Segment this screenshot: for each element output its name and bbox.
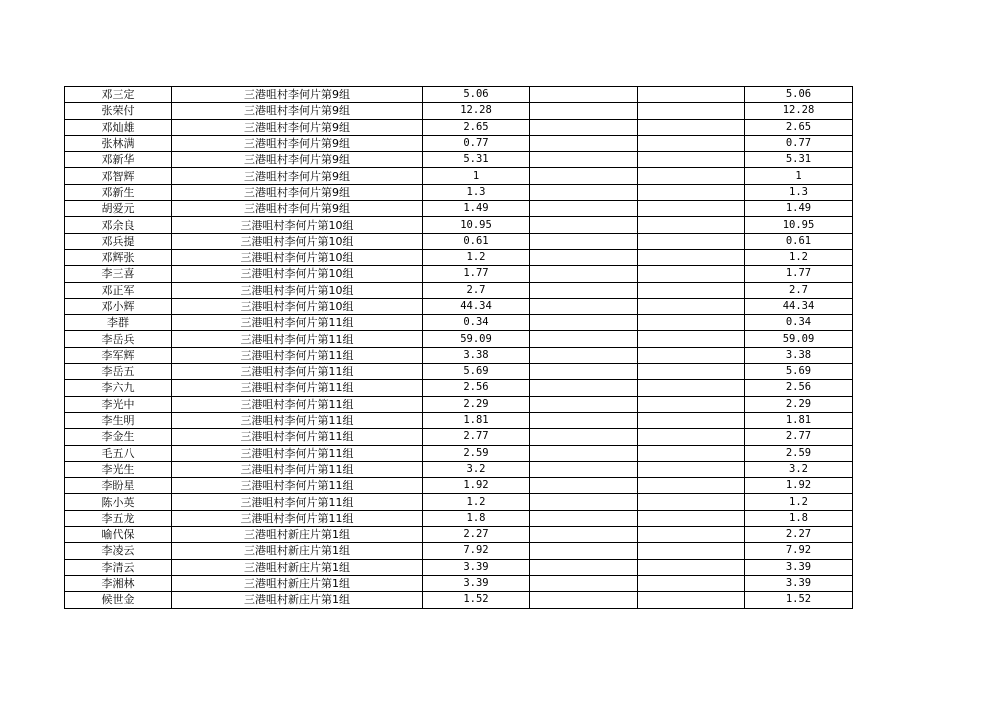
name-cell[interactable]: 李凌云 — [65, 543, 172, 559]
value-cell[interactable]: 0.61 — [423, 233, 530, 249]
value-cell[interactable]: 3.2 — [423, 461, 530, 477]
location-cell[interactable]: 三港咀村李何片第10组 — [172, 217, 423, 233]
location-cell[interactable]: 三港咀村李何片第11组 — [172, 412, 423, 428]
empty-cell-b[interactable] — [638, 217, 745, 233]
location-cell[interactable]: 三港咀村李何片第9组 — [172, 135, 423, 151]
table-row — [65, 527, 853, 543]
table-row — [65, 412, 853, 428]
value-cell[interactable]: 2.65 — [423, 119, 530, 135]
location-cell[interactable]: 三港咀村李何片第10组 — [172, 282, 423, 298]
empty-cell-b[interactable] — [638, 266, 745, 282]
table-row — [65, 445, 853, 461]
empty-cell-a[interactable] — [530, 168, 638, 184]
value-cell[interactable]: 7.92 — [423, 543, 530, 559]
value-cell[interactable]: 5.06 — [423, 87, 530, 103]
empty-cell-b[interactable] — [638, 592, 745, 608]
empty-cell-b[interactable] — [638, 429, 745, 445]
name-cell[interactable]: 李六九 — [65, 380, 172, 396]
location-cell[interactable]: 三港咀村李何片第9组 — [172, 87, 423, 103]
table-row — [65, 494, 853, 510]
empty-cell-b[interactable] — [638, 168, 745, 184]
total-cell[interactable]: 1 — [745, 168, 853, 184]
table-row — [65, 103, 853, 119]
name-cell[interactable]: 邓灿雄 — [65, 119, 172, 135]
total-cell[interactable]: 2.29 — [745, 396, 853, 412]
empty-cell-b[interactable] — [638, 331, 745, 347]
value-cell[interactable]: 5.69 — [423, 364, 530, 380]
location-cell[interactable]: 三港咀村李何片第11组 — [172, 396, 423, 412]
total-cell[interactable]: 44.34 — [745, 298, 853, 314]
empty-cell-a[interactable] — [530, 331, 638, 347]
name-cell[interactable]: 李清云 — [65, 559, 172, 575]
empty-cell-a[interactable] — [530, 315, 638, 331]
table-row — [65, 347, 853, 363]
table-row — [65, 592, 853, 608]
table-row — [65, 168, 853, 184]
location-cell[interactable]: 三港咀村李何片第9组 — [172, 201, 423, 217]
value-cell[interactable]: 1.3 — [423, 184, 530, 200]
location-cell[interactable]: 三港咀村李何片第11组 — [172, 364, 423, 380]
empty-cell-b[interactable] — [638, 201, 745, 217]
table-row — [65, 249, 853, 265]
table-row — [65, 135, 853, 151]
location-cell[interactable]: 三港咀村李何片第9组 — [172, 152, 423, 168]
location-cell[interactable]: 三港咀村李何片第9组 — [172, 184, 423, 200]
empty-cell-b[interactable] — [638, 119, 745, 135]
name-cell[interactable]: 邓兵提 — [65, 233, 172, 249]
empty-cell-a[interactable] — [530, 347, 638, 363]
empty-cell-a[interactable] — [530, 543, 638, 559]
empty-cell-a[interactable] — [530, 135, 638, 151]
total-cell[interactable]: 3.39 — [745, 559, 853, 575]
table-row — [65, 380, 853, 396]
name-cell[interactable]: 李三喜 — [65, 266, 172, 282]
name-cell[interactable]: 张林满 — [65, 135, 172, 151]
location-cell[interactable]: 三港咀村李何片第10组 — [172, 249, 423, 265]
empty-cell-a[interactable] — [530, 429, 638, 445]
location-cell[interactable]: 三港咀村李何片第11组 — [172, 461, 423, 477]
location-cell[interactable]: 三港咀村李何片第10组 — [172, 233, 423, 249]
value-cell[interactable]: 1.92 — [423, 478, 530, 494]
empty-cell-a[interactable] — [530, 364, 638, 380]
empty-cell-b[interactable] — [638, 152, 745, 168]
value-cell[interactable]: 1.77 — [423, 266, 530, 282]
total-cell[interactable]: 3.2 — [745, 461, 853, 477]
total-cell[interactable]: 1.2 — [745, 494, 853, 510]
name-cell[interactable]: 李岳五 — [65, 364, 172, 380]
total-cell[interactable]: 0.61 — [745, 233, 853, 249]
value-cell[interactable]: 2.59 — [423, 445, 530, 461]
value-cell[interactable]: 2.56 — [423, 380, 530, 396]
name-cell[interactable]: 陈小英 — [65, 494, 172, 510]
empty-cell-a[interactable] — [530, 233, 638, 249]
empty-cell-b[interactable] — [638, 575, 745, 591]
value-cell[interactable]: 1.52 — [423, 592, 530, 608]
location-cell[interactable]: 三港咀村新庄片第1组 — [172, 592, 423, 608]
name-cell[interactable]: 邓新华 — [65, 152, 172, 168]
value-cell[interactable]: 0.34 — [423, 315, 530, 331]
name-cell[interactable]: 张荣付 — [65, 103, 172, 119]
location-cell[interactable]: 三港咀村李何片第11组 — [172, 478, 423, 494]
value-cell[interactable]: 3.39 — [423, 559, 530, 575]
empty-cell-b[interactable] — [638, 315, 745, 331]
total-cell[interactable]: 0.34 — [745, 315, 853, 331]
total-cell[interactable]: 1.92 — [745, 478, 853, 494]
empty-cell-b[interactable] — [638, 445, 745, 461]
name-cell[interactable]: 李光生 — [65, 461, 172, 477]
name-cell[interactable]: 李五龙 — [65, 510, 172, 526]
table-row — [65, 559, 853, 575]
location-cell[interactable]: 三港咀村新庄片第1组 — [172, 543, 423, 559]
location-cell[interactable]: 三港咀村李何片第11组 — [172, 380, 423, 396]
empty-cell-a[interactable] — [530, 119, 638, 135]
total-cell[interactable]: 2.65 — [745, 119, 853, 135]
empty-cell-b[interactable] — [638, 461, 745, 477]
empty-cell-b[interactable] — [638, 233, 745, 249]
total-cell[interactable]: 2.7 — [745, 282, 853, 298]
location-cell[interactable]: 三港咀村李何片第11组 — [172, 347, 423, 363]
table-row — [65, 364, 853, 380]
total-cell[interactable]: 1.49 — [745, 201, 853, 217]
value-cell[interactable]: 1.81 — [423, 412, 530, 428]
empty-cell-b[interactable] — [638, 282, 745, 298]
empty-cell-b[interactable] — [638, 135, 745, 151]
location-cell[interactable]: 三港咀村李何片第9组 — [172, 119, 423, 135]
name-cell[interactable]: 李盼星 — [65, 478, 172, 494]
empty-cell-a[interactable] — [530, 527, 638, 543]
empty-cell-a[interactable] — [530, 396, 638, 412]
value-cell[interactable]: 1.8 — [423, 510, 530, 526]
value-cell[interactable]: 59.09 — [423, 331, 530, 347]
name-cell[interactable]: 李生明 — [65, 412, 172, 428]
location-cell[interactable]: 三港咀村李何片第11组 — [172, 331, 423, 347]
table-row — [65, 233, 853, 249]
value-cell[interactable]: 2.7 — [423, 282, 530, 298]
location-cell[interactable]: 三港咀村李何片第10组 — [172, 266, 423, 282]
total-cell[interactable]: 3.39 — [745, 575, 853, 591]
empty-cell-a[interactable] — [530, 152, 638, 168]
empty-cell-b[interactable] — [638, 249, 745, 265]
empty-cell-a[interactable] — [530, 592, 638, 608]
name-cell[interactable]: 邓新生 — [65, 184, 172, 200]
value-cell[interactable]: 2.29 — [423, 396, 530, 412]
table-row — [65, 266, 853, 282]
empty-cell-a[interactable] — [530, 298, 638, 314]
total-cell[interactable]: 1.3 — [745, 184, 853, 200]
location-cell[interactable]: 三港咀村李何片第10组 — [172, 298, 423, 314]
total-cell[interactable]: 2.59 — [745, 445, 853, 461]
value-cell[interactable]: 2.27 — [423, 527, 530, 543]
name-cell[interactable]: 李军辉 — [65, 347, 172, 363]
location-cell[interactable]: 三港咀村李何片第11组 — [172, 315, 423, 331]
location-cell[interactable]: 三港咀村李何片第9组 — [172, 168, 423, 184]
name-cell[interactable]: 候世金 — [65, 592, 172, 608]
empty-cell-b[interactable] — [638, 494, 745, 510]
total-cell[interactable]: 2.56 — [745, 380, 853, 396]
name-cell[interactable]: 李湘林 — [65, 575, 172, 591]
value-cell[interactable]: 12.28 — [423, 103, 530, 119]
table-row — [65, 217, 853, 233]
location-cell[interactable]: 三港咀村李何片第11组 — [172, 429, 423, 445]
total-cell[interactable]: 12.28 — [745, 103, 853, 119]
name-cell[interactable]: 胡爱元 — [65, 201, 172, 217]
total-cell[interactable]: 10.95 — [745, 217, 853, 233]
value-cell[interactable]: 5.31 — [423, 152, 530, 168]
total-cell[interactable]: 5.69 — [745, 364, 853, 380]
empty-cell-b[interactable] — [638, 510, 745, 526]
table-row — [65, 575, 853, 591]
empty-cell-a[interactable] — [530, 282, 638, 298]
empty-cell-a[interactable] — [530, 380, 638, 396]
empty-cell-b[interactable] — [638, 543, 745, 559]
table-row — [65, 510, 853, 526]
total-cell[interactable]: 3.38 — [745, 347, 853, 363]
table-row — [65, 429, 853, 445]
table-row — [65, 87, 853, 103]
table-row — [65, 331, 853, 347]
empty-cell-a[interactable] — [530, 201, 638, 217]
empty-cell-b[interactable] — [638, 412, 745, 428]
name-cell[interactable]: 邓智辉 — [65, 168, 172, 184]
empty-cell-b[interactable] — [638, 103, 745, 119]
value-cell[interactable]: 2.77 — [423, 429, 530, 445]
total-cell[interactable]: 1.52 — [745, 592, 853, 608]
total-cell[interactable]: 1.2 — [745, 249, 853, 265]
empty-cell-a[interactable] — [530, 494, 638, 510]
total-cell[interactable]: 7.92 — [745, 543, 853, 559]
total-cell[interactable]: 0.77 — [745, 135, 853, 151]
name-cell[interactable]: 邓余良 — [65, 217, 172, 233]
location-cell[interactable]: 三港咀村新庄片第1组 — [172, 527, 423, 543]
location-cell[interactable]: 三港咀村新庄片第1组 — [172, 559, 423, 575]
value-cell[interactable]: 1.49 — [423, 201, 530, 217]
name-cell[interactable]: 李群 — [65, 315, 172, 331]
table-row — [65, 543, 853, 559]
total-cell[interactable]: 1.81 — [745, 412, 853, 428]
value-cell[interactable]: 0.77 — [423, 135, 530, 151]
total-cell[interactable]: 2.77 — [745, 429, 853, 445]
name-cell[interactable]: 邓正军 — [65, 282, 172, 298]
table-row — [65, 201, 853, 217]
total-cell[interactable]: 1.77 — [745, 266, 853, 282]
empty-cell-a[interactable] — [530, 478, 638, 494]
empty-cell-b[interactable] — [638, 184, 745, 200]
value-cell[interactable]: 1 — [423, 168, 530, 184]
total-cell[interactable]: 5.31 — [745, 152, 853, 168]
value-cell[interactable]: 44.34 — [423, 298, 530, 314]
empty-cell-a[interactable] — [530, 445, 638, 461]
empty-cell-a[interactable] — [530, 575, 638, 591]
value-cell[interactable]: 3.38 — [423, 347, 530, 363]
location-cell[interactable]: 三港咀村李何片第9组 — [172, 103, 423, 119]
empty-cell-b[interactable] — [638, 364, 745, 380]
empty-cell-a[interactable] — [530, 412, 638, 428]
table-row — [65, 461, 853, 477]
empty-cell-b[interactable] — [638, 298, 745, 314]
table-row — [65, 315, 853, 331]
name-cell[interactable]: 李金生 — [65, 429, 172, 445]
total-cell[interactable]: 1.8 — [745, 510, 853, 526]
name-cell[interactable]: 李岳兵 — [65, 331, 172, 347]
empty-cell-a[interactable] — [530, 266, 638, 282]
table-body — [65, 87, 853, 609]
location-cell[interactable]: 三港咀村李何片第11组 — [172, 445, 423, 461]
total-cell[interactable]: 2.27 — [745, 527, 853, 543]
table-row — [65, 152, 853, 168]
total-cell[interactable]: 59.09 — [745, 331, 853, 347]
empty-cell-b[interactable] — [638, 347, 745, 363]
location-cell[interactable]: 三港咀村李何片第11组 — [172, 510, 423, 526]
empty-cell-a[interactable] — [530, 103, 638, 119]
empty-cell-a[interactable] — [530, 461, 638, 477]
total-cell[interactable]: 5.06 — [745, 87, 853, 103]
empty-cell-b[interactable] — [638, 396, 745, 412]
name-cell[interactable]: 邓小辉 — [65, 298, 172, 314]
empty-cell-a[interactable] — [530, 217, 638, 233]
empty-cell-a[interactable] — [530, 184, 638, 200]
value-cell[interactable]: 3.39 — [423, 575, 530, 591]
spreadsheet-table — [64, 86, 853, 609]
empty-cell-b[interactable] — [638, 380, 745, 396]
location-cell[interactable]: 三港咀村新庄片第1组 — [172, 575, 423, 591]
table-row — [65, 282, 853, 298]
value-cell[interactable]: 1.2 — [423, 249, 530, 265]
name-cell[interactable]: 毛五八 — [65, 445, 172, 461]
empty-cell-a[interactable] — [530, 87, 638, 103]
name-cell[interactable]: 喻代保 — [65, 527, 172, 543]
empty-cell-b[interactable] — [638, 478, 745, 494]
name-cell[interactable]: 邓三定 — [65, 87, 172, 103]
table-row — [65, 396, 853, 412]
table-row — [65, 184, 853, 200]
empty-cell-b[interactable] — [638, 87, 745, 103]
table-row — [65, 119, 853, 135]
table-row — [65, 478, 853, 494]
name-cell[interactable]: 李光中 — [65, 396, 172, 412]
empty-cell-a[interactable] — [530, 559, 638, 575]
value-cell[interactable]: 1.2 — [423, 494, 530, 510]
empty-cell-b[interactable] — [638, 527, 745, 543]
empty-cell-a[interactable] — [530, 249, 638, 265]
table-row — [65, 298, 853, 314]
empty-cell-b[interactable] — [638, 559, 745, 575]
empty-cell-a[interactable] — [530, 510, 638, 526]
value-cell[interactable]: 10.95 — [423, 217, 530, 233]
location-cell[interactable]: 三港咀村李何片第11组 — [172, 494, 423, 510]
name-cell[interactable]: 邓辉张 — [65, 249, 172, 265]
